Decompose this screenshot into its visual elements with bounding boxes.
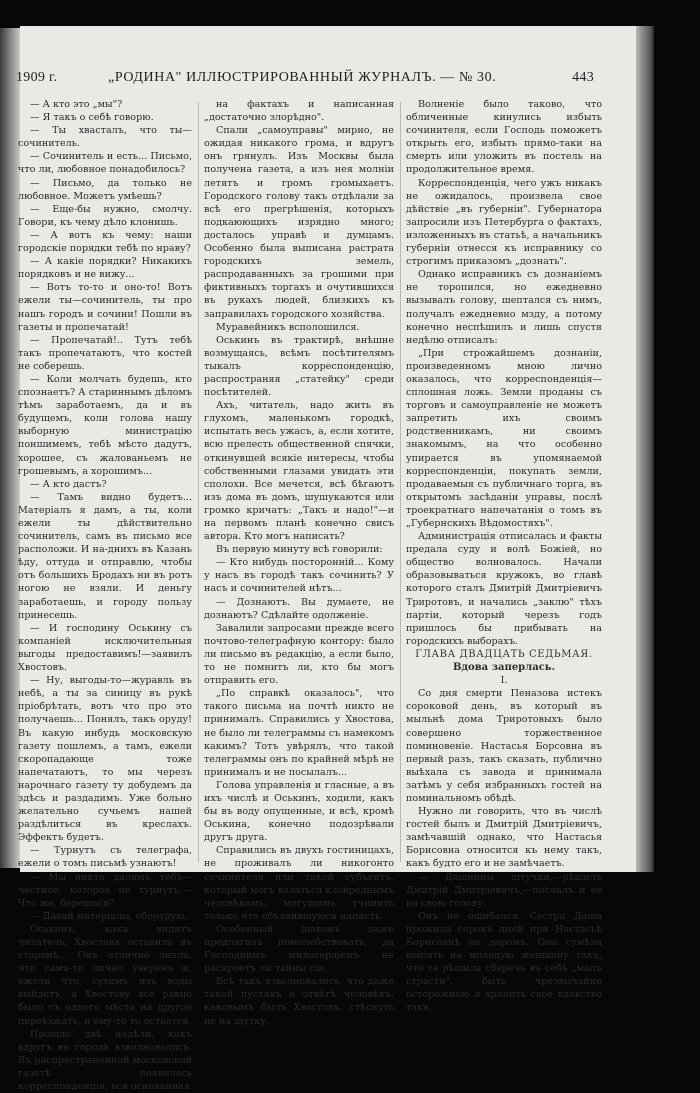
text-column-3 bbox=[406, 98, 602, 1014]
paragraph: „При строжайшемъ дознаніи, произведенномъ мною лично оказалось, что корреспонденція—сплошная ложь. Земли проданы съ торговъ и самоуправленіе не можетъ запретить ихъ своимъ родственникамъ, ни своимъ знакомымъ, на что особенно упирается въ упомянаемой корреспонденціи, покупать земли, продаваемыя съ публичнаго торга, въ открытомъ засѣданіи управы, послѣ троекратнаго напечатанія о томъ въ „Губернскихъ Вѣдомостяхъ". bbox=[406, 347, 602, 529]
paragraph: Со дня смерти Пеназова истекъ сороковой день, въ который въ мыльнѣ дома Триротовыхъ было совершено торжественное поминовеніе. Настасья Борсовна въ первый разъ, такъ сказать, публично выѣхала съ завода и принимала затѣмъ у себя избранныхъ гостей на поминальномъ обѣдѣ. bbox=[406, 688, 602, 804]
paragraph: Особенный дiаконъ даже предлагалъ помолебствовать, да Господнимъ милосердіемъ не раскроетъ ли тайны сія. bbox=[204, 923, 394, 975]
paragraph: Прошло двѣ недѣли, какъ вдругъ въ городѣ взволновались. Въ распространенной московской газетѣ появилась корреспонденція, вся основанная bbox=[18, 1028, 192, 1093]
paragraph: — Пропечатай!.. Тутъ тебѣ такъ пропечатаютъ, что костей не соберешь. bbox=[18, 334, 192, 372]
book-page-edges bbox=[634, 26, 654, 872]
header-title: „РОДИНА" ИЛЛЮСТРИРОВАННЫЙ ЖУРНАЛЪ. — № 30. bbox=[108, 70, 497, 85]
paragraph: — А кто это „мы"? bbox=[30, 99, 123, 110]
paragraph: — Мы никто дадимъ тебѣ—честное, которое не турнутъ.— Что же, берешься? bbox=[18, 871, 192, 909]
chapter-subtitle: Вдова заперлась. bbox=[452, 662, 556, 674]
paragraph: — А вотъ къ чему: наши городскіе порядки тебѣ по нраву? bbox=[18, 229, 192, 255]
paragraph: — Кто нибудь посторонній... Кому у насъ въ городѣ такъ сочинить? У насъ и сочинителей нѣтъ... bbox=[204, 557, 394, 595]
chapter-title: ГЛАВА ДВАДЦАТЬ СЕДЬМАЯ. bbox=[415, 648, 593, 660]
paragraph: на фактахъ и написанная „достаточно злорѣдно". bbox=[204, 99, 394, 124]
paragraph: Завалили запросами прежде всего почтово-телеграфную контору: было ли письмо въ редакцію, а если было, то не помнитъ ли, кто бы могъ отправить его. bbox=[204, 622, 394, 687]
paragraph: Муравейникъ всполошился. bbox=[216, 321, 360, 333]
paragraph: Оськинъ, какъ видитъ читатель, Хвостова оставилъ въ сторонѣ... Онъ отлично зналъ, что самъ-то лично уверенъ и, ежели что, сухимъ изъ воды выйдетъ, а Хвостову все равно было съ одного мѣста на другое переѣзжать, и ему-то то остается. bbox=[18, 923, 192, 1027]
paragraph: — А кто дастъ? bbox=[30, 478, 107, 490]
paragraph: Волненіе было таково, что обличенные кинулись избыть сочинителя, если Господь поможетъ открыть его, избыть прямо-таки на смерть или уложить въ постель на продолжительное время. bbox=[406, 99, 602, 176]
paragraph: — И господину Оськину съ компаніей исключительныя выгоды предоставимъ!—заявилъ Хвостовъ. bbox=[18, 622, 192, 674]
paragraph: Всѣ такъ взволновались, что даже такой пустякъ о отвѣтѣ человѣкъ, каковымъ былъ Хвостовъ, стѣснуть не на шутку. bbox=[204, 976, 394, 1027]
paragraph: — Коли молчать будешь, кто спознаетъ? А стариннымъ дѣломъ тѣмъ заработаемъ, да и въ будущемъ, коли голова нашу выборную министрацію поншимемъ, тебѣ мѣсто дадутъ, хорошее, съ жалованьемъ не грошевымъ, а хорошимъ... bbox=[18, 373, 192, 477]
text-column-1 bbox=[18, 98, 192, 1093]
paragraph: — Дознаютъ. Вы думаете, не дознаютъ? Сдѣлайте одолженіе. bbox=[204, 596, 394, 621]
journal-page bbox=[16, 26, 636, 1093]
paragraph: — А какіе порядки? Никакихъ порядковъ и не вижу... bbox=[18, 256, 192, 281]
paragraph: — Давай матеріалы, оборудую. bbox=[30, 910, 188, 922]
column-rule-1 bbox=[198, 102, 199, 862]
paragraph: — Сочинитель и есть... Письмо, что ли, любовное понадобилось? bbox=[18, 151, 192, 176]
column-rule-2 bbox=[400, 102, 401, 862]
paragraph: — Вотъ то-то и оно-то! Вотъ ежели ты—сочинитель, ты про нашъ городъ и сочини! Пошли въ газеты и пропечатай! bbox=[18, 282, 192, 333]
paragraph: Спали „самоуправы" мирно, не ожидая никакого грома, и вдругъ онъ грянулъ. Изъ Москвы была получена газета, а изъ нея молніи летятъ и громъ громыхаетъ. Городского голову такъ отдѣлали за всѣ его прегрѣшенія, которыхъ подкаюющихъ изрядно много; досталось управѣ и думцамъ. Особенно была выписана растрата городскихъ земель, распродаванныхъ за грошими при фиктивныхъ торгахъ и очутившихся въ рукахъ людей, близкихъ къ заправилахъ городского хозяйства. bbox=[204, 125, 394, 320]
paragraph: Корреспонденція, чего ужъ никакъ не ожидалось, произвела свое дѣйствіе „въ губерніи". Губернатора запросили изъ Петербурга о фактахъ, изложенныхъ въ статьѣ, а начальникъ губерніи отнесся къ исправнику со строгимъ приказомъ „дознать". bbox=[406, 177, 602, 268]
paragraph: — Тамъ видно будетъ... Матеріалъ я дамъ, а ты, коли ежели ты дѣйствительно сочинитель, самъ въ письмо все расположи. И на-днихъ въ Казань ѣду, оттуда и отправлю, чтобы отъ большихъ Бродахъ ни въ ротъ ногою не взяли. И деньгу заработаешь, и городу пользу принесешь. bbox=[18, 491, 192, 621]
paragraph: Однако исправникъ съ дознаніемъ не торопился, но ежедневно вызывалъ голову, шептался съ нимъ, получалъ ежедневно мзду, а потому конечно неспѣшилъ и лишь спустя недѣлю отписалъ: bbox=[406, 269, 602, 346]
running-header bbox=[16, 70, 636, 90]
paragraph: — Я такъ о себѣ говорю. bbox=[30, 112, 154, 124]
paragraph: — Еще-бы нужно, смолчу. Говори, къ чему дѣло клонишь. bbox=[18, 203, 192, 228]
paragraph: Голова управленія и гласные, а въ ихъ числѣ и Оськинъ, ходили, какъ бы въ воду опущенные, и всѣ, кромѣ Оськина, конечно подозрѣвали другъ друга. bbox=[204, 779, 394, 844]
paragraph: — Письмо, да только не любовное. Можетъ умѣешь? bbox=[18, 177, 192, 202]
paragraph: — Ну, выгоды-то—журавль въ небѣ, а ты за синицу въ рукѣ пріобрѣтать, вотъ что про это получаешь... Понялъ, такъ оруду! Въ какую инбудь московскую газету пошлемъ, а тамъ, ежели скоропадающе тоже напечатаютъ, то мы черезъ нарочнаго газету ту добудемъ да здѣсь и раздадимъ. Уже больно желательно сучьемъ нашей раздѣлиться въ креслахъ. Эффектъ будетъ. bbox=[18, 675, 192, 844]
paragraph: Нужно ли говорить, что въ числѣ гостей былъ и Дмитрій Дмитріевичъ, замѣчавшій однако, что Настасья Борисовна относится къ нему такъ, какъ будто его и не замѣчаетъ. bbox=[406, 806, 602, 870]
paragraph: Онъ не ошибался. Сестра Даша прожила сорокъ дней при Настасьѣ Борисовнѣ не даромъ. Она сумѣла вопіять на молодую женщину такъ, что та рѣшила сберечь въ себѣ „малъ страсти", быть чрезвычайно осторожною и хранить свое вдовство такъ, bbox=[406, 910, 602, 1014]
paragraph: Ахъ, читатель, надо жить въ глухомъ, маленькомъ городкѣ, испытать весь ужасъ, а, если хотите, всю прелесть общественной спячки, откинувшей всякіе интересы, чтобы собственными глазами увидать эти сполохи. Все мечется, всѣ бѣгаютъ изъ дома въ домъ, шушукаются или громко кричатъ: „Такъ и надо!"—и на первомъ планѣ конечно свисъ автора. Кто могъ написать? bbox=[204, 400, 394, 543]
paragraph: — Турнутъ съ телеграфа, ежели о томъ письмѣ узнаютъ! bbox=[18, 845, 192, 870]
page-number: 443 bbox=[572, 70, 594, 85]
paragraph: Справились въ двухъ гостиницахъ, не проживалъ ли никогонто сочинителя или такой субъектъ, который могъ казаться кловреднымъ человѣкомъ, могущимъ учинить только что объявившуюся напасть. bbox=[204, 845, 394, 922]
header-year: 1909 г. bbox=[16, 70, 58, 85]
paragraph: Оськинъ въ трактирѣ, внѣшне возмущаясь, всѣмъ посѣтителямъ тыкалъ корреспонденцію, распространяя „статейку" среди посѣтителей. bbox=[204, 334, 394, 399]
paragraph: — Дашнины штучки,—рѣшилъ Дмитрій Дмитріевичъ,—послалъ и ее на свою голову. bbox=[406, 871, 602, 909]
paragraph: Администрація отписалась и факты предала суду и волѣ Божіей, но общество волновалось. Начали образовываться кружокъ, во главѣ которого сталъ Дмитрій Дмитріевичъ Триротовъ, и начались „заклю" тѣхъ партіи, который черезъ годъ пришлось бы прибывать на городскихъ выборахъ. bbox=[406, 531, 602, 647]
text-column-2 bbox=[204, 98, 394, 1027]
paragraph: Въ первую минуту всѣ говорили: bbox=[216, 544, 383, 556]
section-number: I. bbox=[500, 675, 508, 687]
paragraph: „По справкѣ оказалось", что такого письма на почтѣ никто не принималъ. Справились у Хвостова, не было ли телеграммы съ намекомъ какимъ? Тотъ увѣрялъ, что такой телеграммы онъ по крайней мѣрѣ не принималъ и не посылалъ... bbox=[204, 688, 394, 778]
paragraph: — Ты хвасталъ, что ты—сочинитель. bbox=[18, 125, 192, 150]
